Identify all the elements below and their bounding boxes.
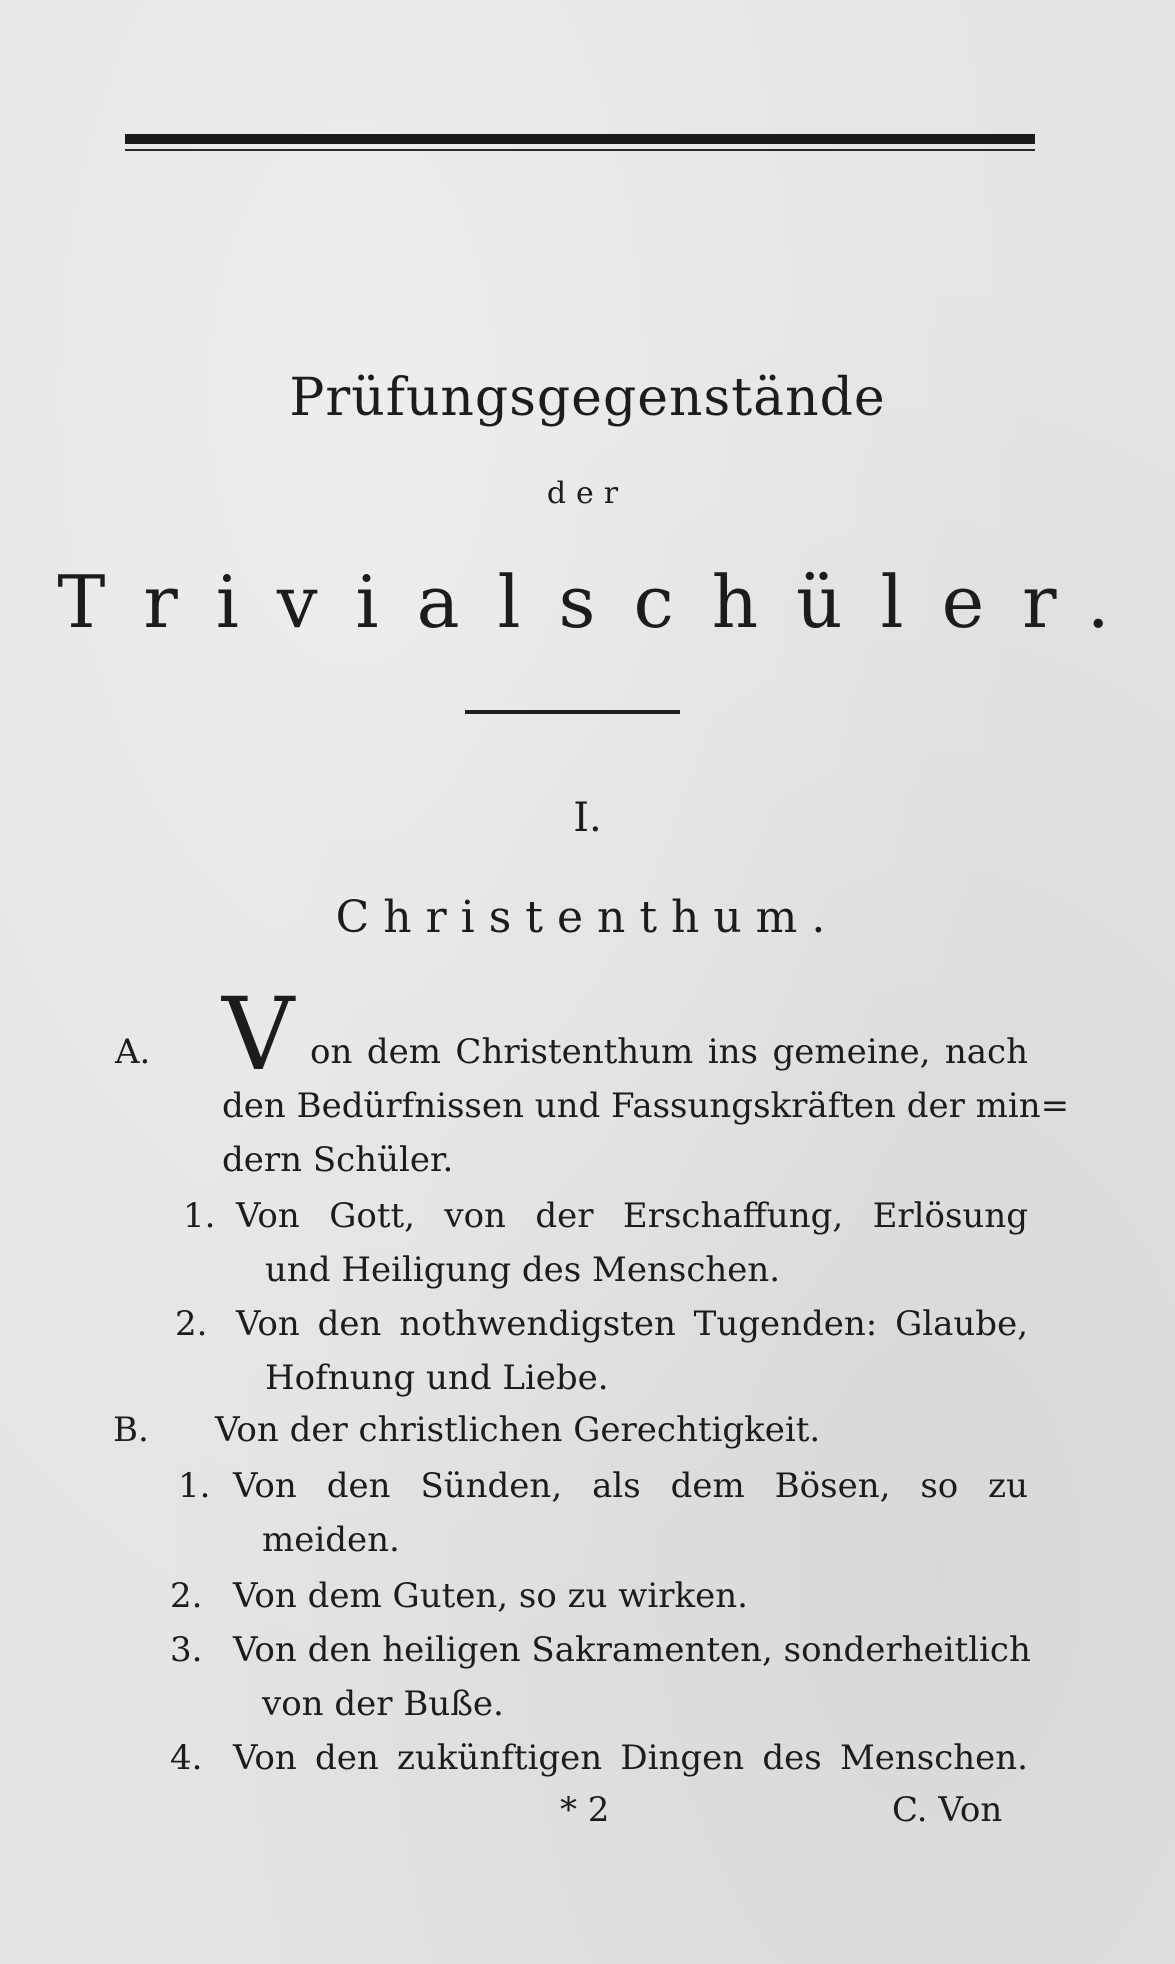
part-a-item-2-line-1: Von den nothwendigsten Tugenden: Glaube, bbox=[236, 1304, 1028, 1344]
part-b-item-1-line-1: Von den Sünden, als dem Bösen, so zu bbox=[233, 1466, 1028, 1506]
page-title-main: Trivialschüler. bbox=[57, 560, 1148, 644]
part-b-item-1-number: 1. bbox=[178, 1466, 211, 1506]
part-a-line-3: dern Schüler. bbox=[222, 1140, 454, 1180]
header-rule-thick bbox=[125, 134, 1035, 144]
part-b-item-2-line-1: Von dem Guten, so zu wirken. bbox=[233, 1576, 748, 1616]
part-b-item-3-number: 3. bbox=[170, 1630, 203, 1670]
part-a-item-2-line-2: Hofnung und Liebe. bbox=[265, 1358, 609, 1398]
part-b-item-4-number: 4. bbox=[170, 1738, 203, 1778]
part-b-item-4-line-1: Von den zukünftigen Dingen des Menschen. bbox=[233, 1738, 1028, 1778]
part-b-item-1-line-2: meiden. bbox=[262, 1520, 400, 1560]
part-a-label: A. bbox=[115, 1032, 151, 1072]
header-rule-thin bbox=[125, 149, 1035, 151]
signature-mark: * 2 bbox=[560, 1790, 610, 1830]
part-b-item-2-number: 2. bbox=[170, 1576, 203, 1616]
title-divider bbox=[465, 710, 680, 714]
section-title: Christenthum. bbox=[335, 892, 840, 943]
part-a-line-1: on dem Christenthum ins gemeine, nach bbox=[310, 1032, 1028, 1072]
drop-cap: V bbox=[222, 976, 295, 1093]
part-a-item-2-number: 2. bbox=[175, 1304, 208, 1344]
page-subtitle: der bbox=[546, 476, 629, 511]
part-b-item-3-line-1: Von den heiligen Sakramenten, sonderheitlich bbox=[233, 1630, 1031, 1670]
page-title: Prüfungsgegenstände bbox=[289, 368, 886, 428]
header-double-rule bbox=[125, 134, 1035, 151]
part-a-line-2: den Bedürfnissen und Fassungskräften der min= bbox=[222, 1086, 1070, 1126]
part-a-item-1-line-2: und Heiligung des Menschen. bbox=[265, 1250, 781, 1290]
section-number: I. bbox=[573, 795, 602, 841]
part-b-label: B. bbox=[113, 1410, 149, 1450]
catchword: C. Von bbox=[892, 1790, 1003, 1830]
part-b-item-3-line-2: von der Buße. bbox=[262, 1684, 504, 1724]
part-b-line-1: Von der christlichen Gerechtigkeit. bbox=[215, 1410, 821, 1450]
part-a-item-1-number: 1. bbox=[183, 1196, 216, 1236]
part-a-item-1-line-1: Von Gott, von der Erschaffung, Erlösung bbox=[236, 1196, 1028, 1236]
